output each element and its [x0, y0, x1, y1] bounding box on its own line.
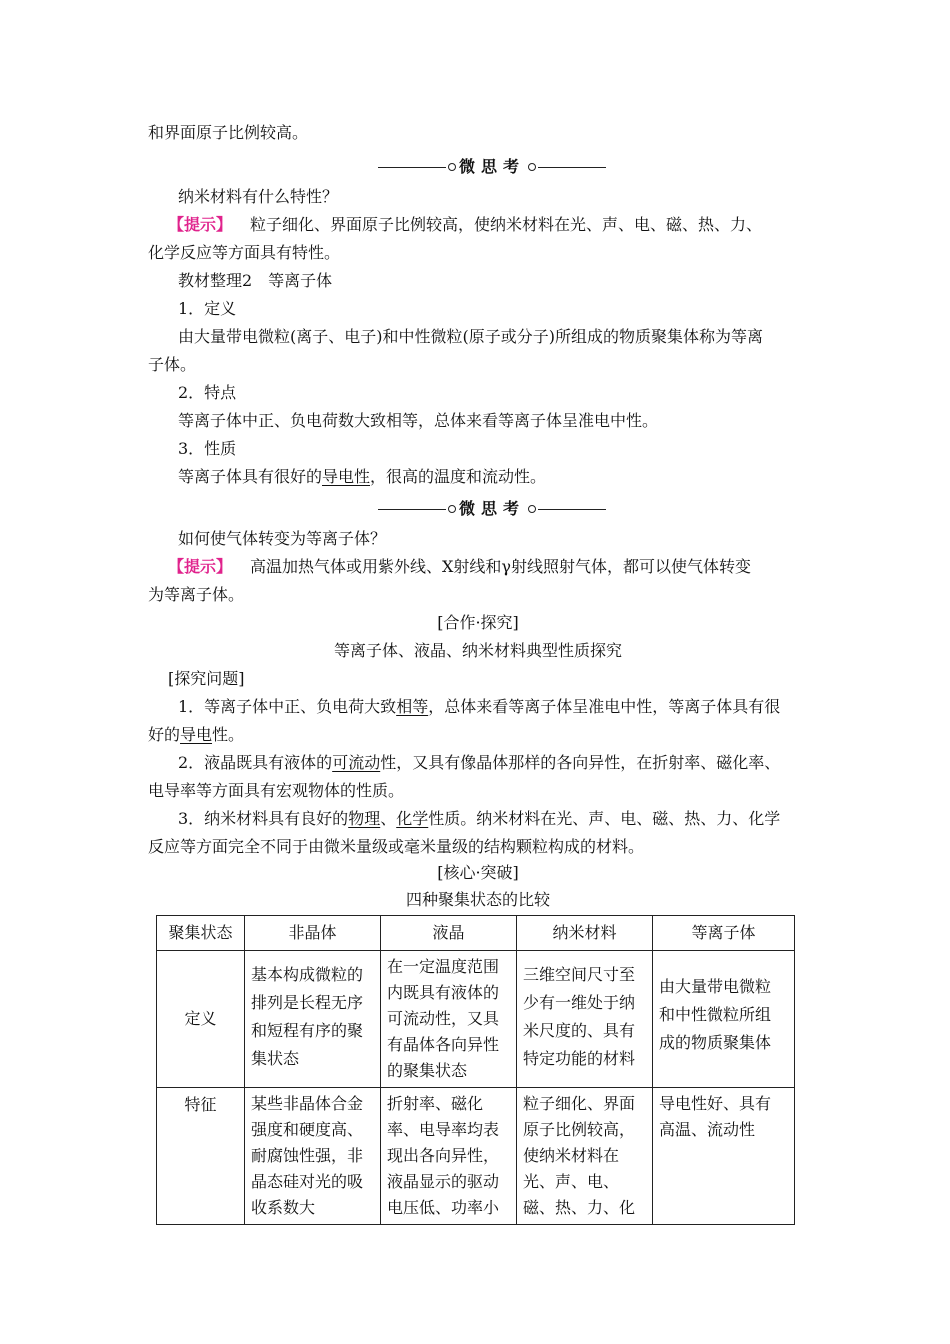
cell-amorphous-def: 基本构成微粒的 排列是长程无序 和短程有序的聚 集状态	[245, 951, 381, 1088]
cell-plasma-def: 由大量带电微粒 和中性微粒所组 成的物质聚集体	[653, 951, 795, 1088]
think1-answer-line2: 化学反应等方面具有特性。	[148, 243, 341, 262]
table-title: 四种聚集状态的比较	[405, 890, 550, 909]
think-label-2: 微思考	[458, 499, 525, 518]
problem-1-line1: 1．等离子体中正、负电荷大致相等，总体来看等离子体呈准电中性，等离子体具有很	[178, 697, 781, 716]
intro-tail: 和界面原子比例较高。	[148, 123, 309, 142]
header-cell: 非晶体	[245, 916, 381, 951]
problem-2-line1: 2．液晶既具有液体的可流动性，又具有像晶体那样的各向异性，在折射率、磁化率、	[178, 753, 781, 772]
tip-label-1: 【提示】	[168, 215, 233, 234]
coop-heading: [合作·探究]	[437, 613, 519, 632]
problem-3-line2: 反应等方面完全不同于由微米量级或毫米量级的结构颗粒构成的材料。	[148, 837, 645, 856]
section2-title: 教材整理2 等离子体	[178, 271, 333, 290]
cell-amorphous-feat: 某些非晶体合金 强度和硬度高、 耐腐蚀性强，非 晶态硅对光的吸 收系数大	[245, 1088, 381, 1225]
coop-subheading: 等离子体、液晶、纳米材料典型性质探究	[333, 641, 622, 660]
row-label: 特征	[157, 1088, 245, 1225]
row-label: 定义	[157, 951, 245, 1088]
feat-heading: 2．特点	[178, 383, 237, 402]
header-cell: 聚集状态	[157, 916, 245, 951]
problem-2-line2: 电导率等方面具有宏观物体的性质。	[148, 781, 405, 800]
think-label-1: 微思考	[458, 157, 525, 176]
cell-liquid-crystal-def: 在一定温度范围 内既具有液体的 可流动性，又具 有晶体各向异性 的聚集状态	[381, 951, 517, 1088]
problem-label: [探究问题]	[168, 669, 245, 688]
tip-label-2: 【提示】	[168, 557, 233, 576]
table-row-definition	[157, 951, 795, 1088]
cell-liquid-crystal-feat: 折射率、磁化 率、电导率均表 现出各向异性， 液晶显示的驱动 电压低、功率小	[381, 1088, 517, 1225]
think-divider-2	[378, 498, 606, 520]
def-line1: 由大量带电微粒(离子、电子)和中性微粒(原子或分子)所组成的物质聚集体称为等离	[178, 327, 763, 346]
prop-heading: 3．性质	[178, 439, 237, 458]
def-line2: 子体。	[148, 355, 197, 374]
problem-3-line1: 3．纳米材料具有良好的物理、化学性质。纳米材料在光、声、电、磁、热、力、化学	[178, 809, 781, 828]
problem-1-line2: 好的导电性。	[148, 725, 245, 744]
header-cell: 液晶	[381, 916, 517, 951]
think1-question: 纳米材料有什么特性？	[178, 187, 339, 206]
table-row-feature	[157, 1088, 795, 1225]
table-header-row	[157, 916, 795, 951]
think2-question: 如何使气体转变为等离子体？	[178, 529, 387, 548]
cell-plasma-feat: 导电性好、具有 高温、流动性	[653, 1088, 795, 1225]
header-cell: 等离子体	[653, 916, 795, 951]
think1-answer-line1: 【提示】 粒子细化、界面原子比例较高，使纳米材料在光、声、电、磁、热、力、	[168, 215, 763, 234]
cell-nano-feat: 粒子细化、界面 原子比例较高， 使纳米材料在 光、声、电、 磁、热、力、化	[517, 1088, 653, 1225]
prop-text: 等离子体具有很好的导电性，很高的温度和流动性。	[178, 467, 547, 486]
think2-answer-line1: 【提示】 高温加热气体或用紫外线、X射线和γ射线照射气体，都可以使气体转变	[168, 557, 751, 576]
feat-text: 等离子体中正、负电荷数大致相等，总体来看等离子体呈准电中性。	[178, 411, 659, 430]
def-heading: 1．定义	[178, 299, 237, 318]
core-heading: [核心·突破]	[437, 863, 519, 882]
think2-answer-line2: 为等离子体。	[148, 585, 245, 604]
header-cell: 纳米材料	[517, 916, 653, 951]
cell-nano-def: 三维空间尺寸至 少有一维处于纳 米尺度的、具有 特定功能的材料	[517, 951, 653, 1088]
comparison-table	[156, 915, 795, 1225]
think-divider-1	[378, 156, 606, 178]
underlined-answer: 导电性	[322, 467, 371, 486]
